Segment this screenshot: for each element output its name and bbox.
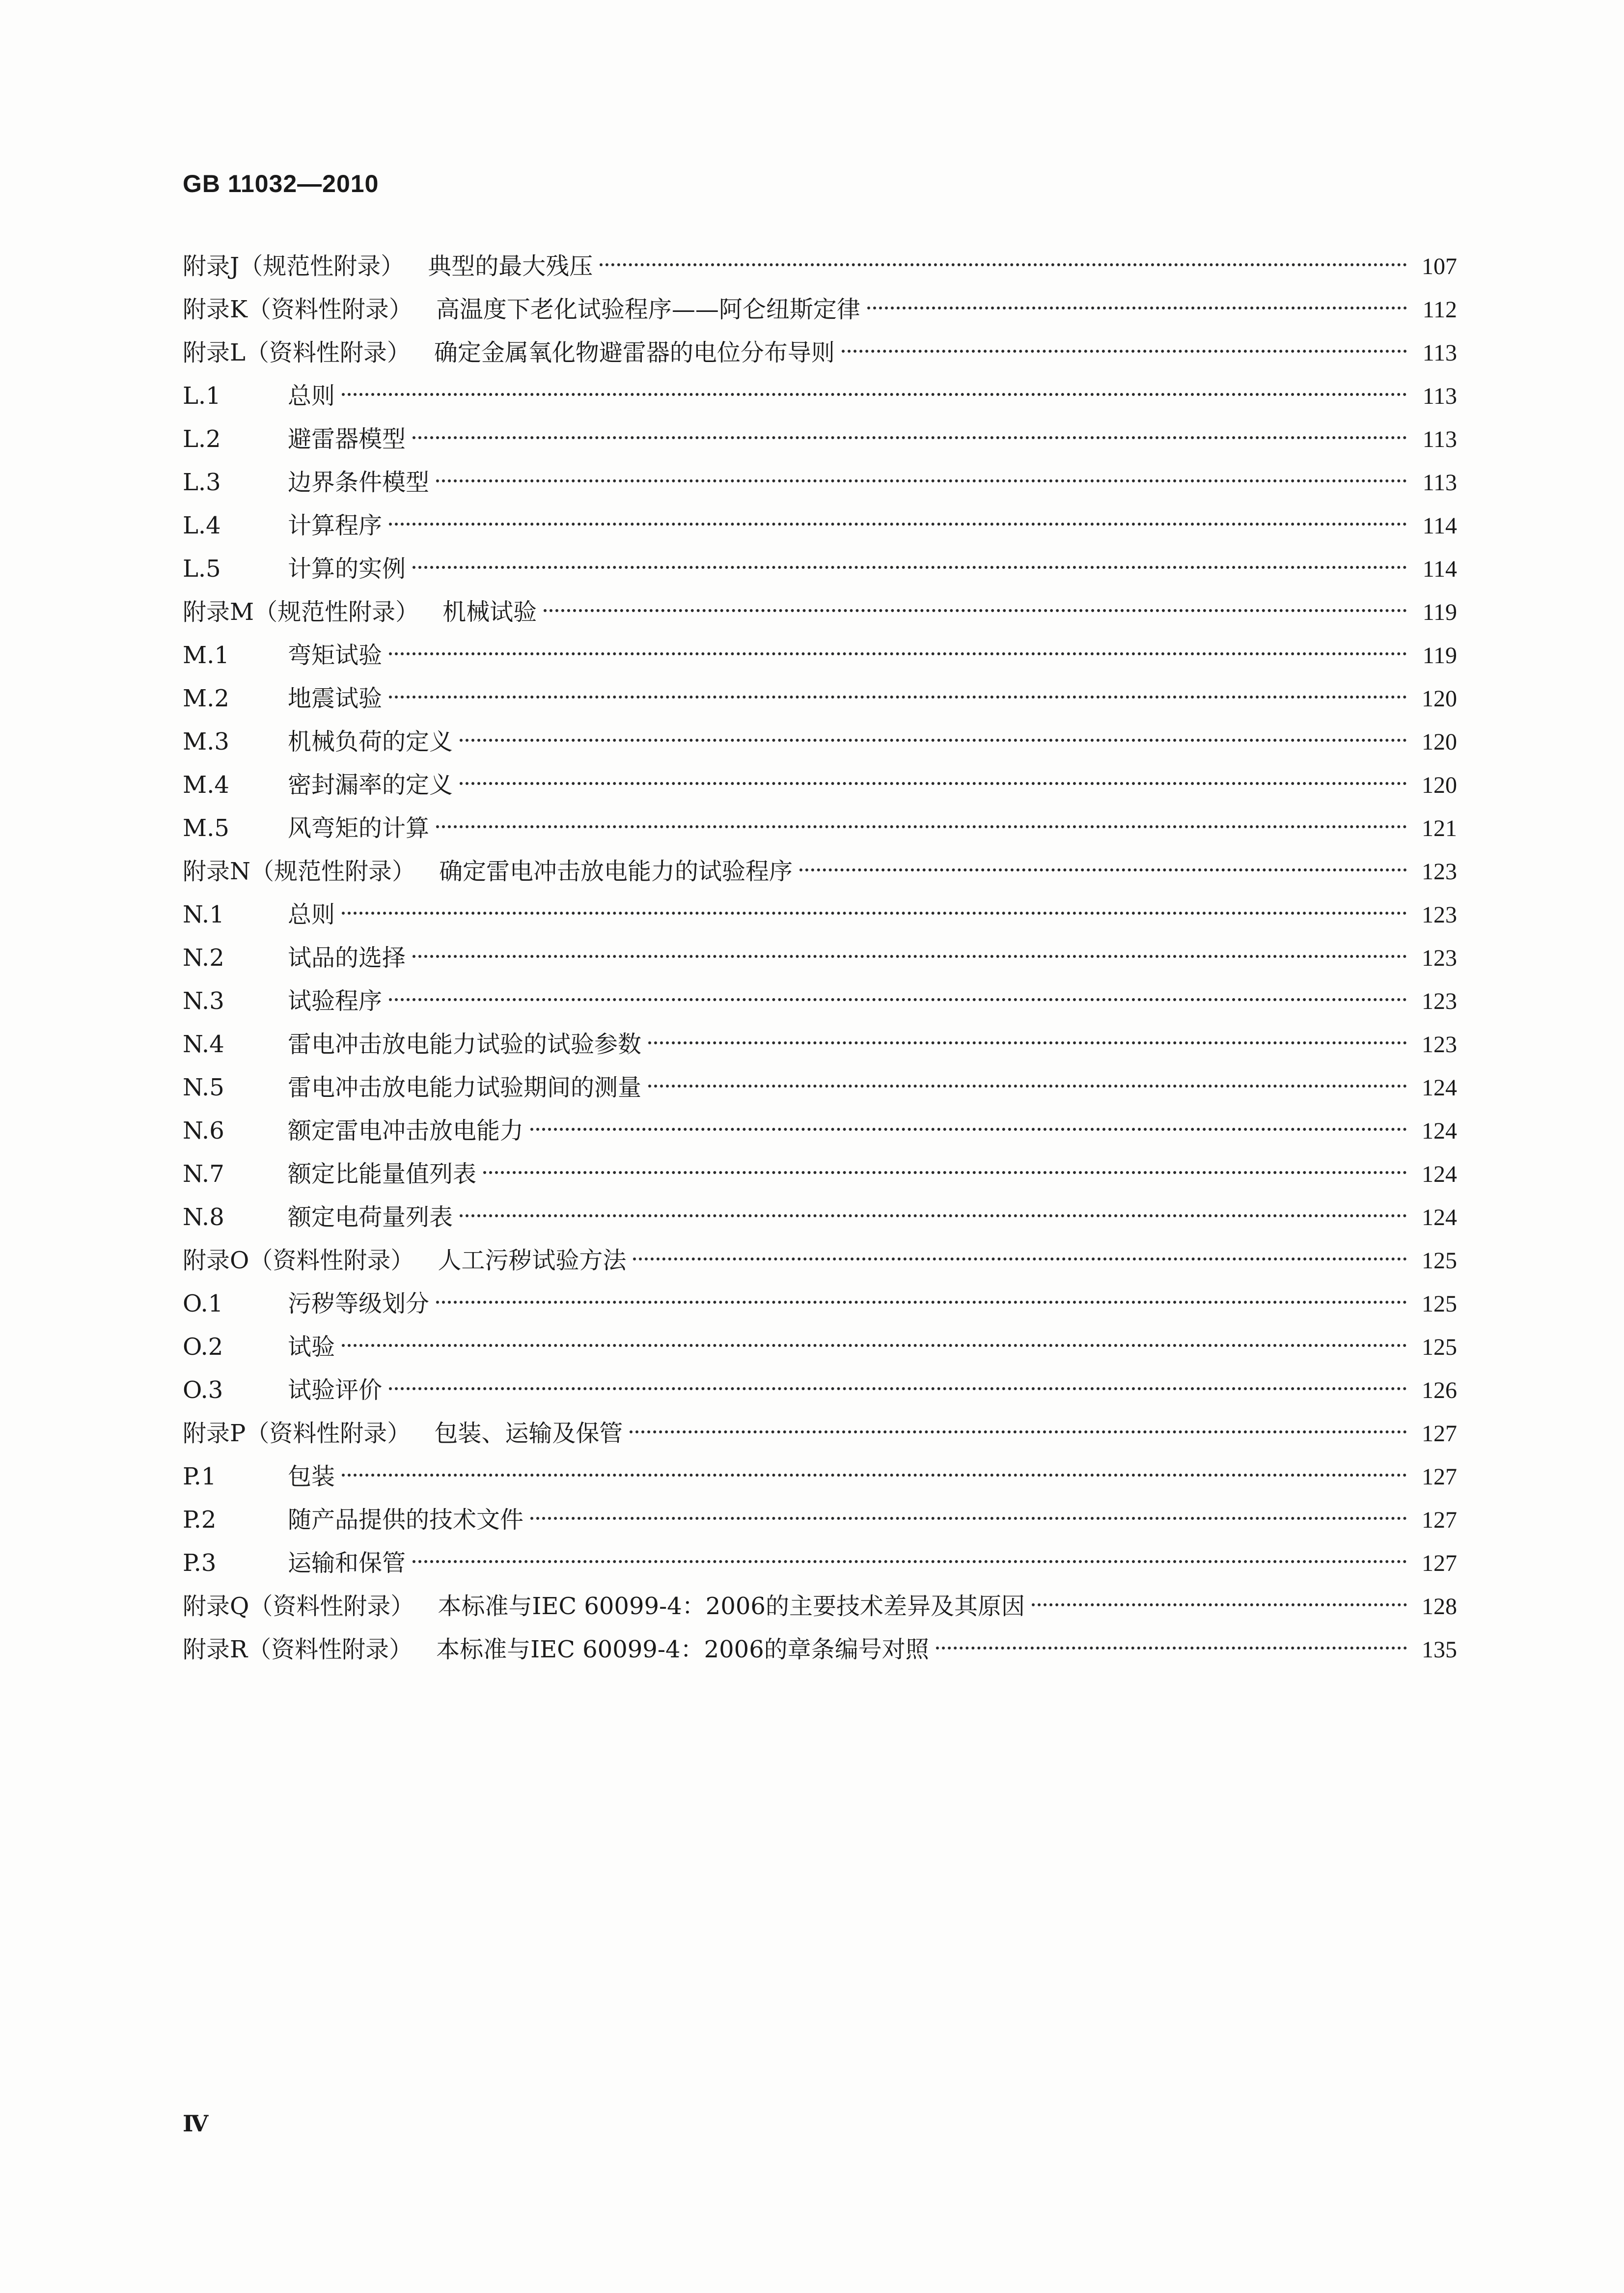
toc-entry-title: 雷电冲击放电能力试验的试验参数 xyxy=(288,1031,642,1058)
toc-entry-page-number: 125 xyxy=(1422,1291,1457,1317)
toc-dot-leader xyxy=(413,1560,1407,1563)
toc-dot-leader xyxy=(389,523,1407,526)
toc-dot-leader xyxy=(936,1647,1407,1650)
toc-entry-page-number: 124 xyxy=(1422,1075,1457,1101)
toc-entry-number: 附录M（规范性附录） xyxy=(183,598,419,626)
toc-entry-19[interactable] xyxy=(183,1023,1457,1066)
toc-dot-leader xyxy=(389,998,1407,1001)
toc-entry-number: M.2 xyxy=(183,685,229,712)
toc-dot-leader xyxy=(600,263,1407,266)
toc-entry-number: N.5 xyxy=(183,1074,224,1101)
toc-entry-page-number: 127 xyxy=(1422,1464,1457,1490)
toc-entry-title: 高温度下老化试验程序——阿仑纽斯定律 xyxy=(436,296,860,323)
toc-dot-leader xyxy=(1032,1603,1407,1606)
toc-entry-4[interactable] xyxy=(183,374,1457,418)
toc-entry-page-number: 120 xyxy=(1422,772,1457,798)
toc-entry-title: 额定雷电冲击放电能力 xyxy=(288,1117,524,1145)
toc-entry-23[interactable] xyxy=(183,1196,1457,1239)
toc-entry-13[interactable] xyxy=(183,763,1457,807)
toc-entry-title: 机械负荷的定义 xyxy=(288,728,453,755)
toc-entry-page-number: 128 xyxy=(1422,1594,1457,1620)
toc-entry-title: 试品的选择 xyxy=(288,944,406,972)
toc-entry-title: 机械试验 xyxy=(442,598,537,626)
toc-entry-page-number: 119 xyxy=(1422,599,1457,625)
toc-entry-title: 确定金属氧化物避雷器的电位分布导则 xyxy=(434,339,835,366)
toc-entry-page-number: 112 xyxy=(1422,297,1457,323)
toc-entry-number: L.5 xyxy=(183,555,221,583)
toc-entry-12[interactable] xyxy=(183,720,1457,763)
toc-entry-page-number: 120 xyxy=(1422,686,1457,712)
toc-entry-10[interactable] xyxy=(183,634,1457,677)
toc-entry-number: L.2 xyxy=(183,425,221,453)
toc-entry-page-number: 119 xyxy=(1422,643,1457,669)
toc-entry-number: M.4 xyxy=(183,771,229,799)
toc-entry-page-number: 123 xyxy=(1422,1032,1457,1058)
toc-dot-leader xyxy=(389,652,1407,655)
toc-entry-page-number: 113 xyxy=(1422,383,1457,409)
toc-entry-8[interactable] xyxy=(183,547,1457,590)
toc-dot-leader xyxy=(842,350,1407,353)
toc-entry-31[interactable] xyxy=(183,1541,1457,1585)
toc-entry-title: 边界条件模型 xyxy=(288,469,430,496)
toc-entry-3[interactable] xyxy=(183,331,1457,374)
toc-entry-9[interactable] xyxy=(183,590,1457,634)
toc-entry-title: 风弯矩的计算 xyxy=(288,814,430,842)
toc-entry-title: 本标准与IEC 60099-4：2006的章条编号对照 xyxy=(436,1636,929,1663)
toc-entry-page-number: 113 xyxy=(1422,340,1457,366)
toc-dot-leader xyxy=(483,1171,1407,1174)
toc-entry-title: 总则 xyxy=(288,901,335,928)
toc-entry-number: N.1 xyxy=(183,901,224,928)
toc-entry-page-number: 114 xyxy=(1422,513,1457,539)
page-folio: Ⅳ xyxy=(183,2111,209,2136)
toc-dot-leader xyxy=(544,609,1407,612)
toc-entry-30[interactable] xyxy=(183,1498,1457,1541)
toc-entry-title: 随产品提供的技术文件 xyxy=(288,1506,524,1534)
toc-entry-page-number: 127 xyxy=(1422,1507,1457,1533)
toc-entry-title: 本标准与IEC 60099-4：2006的主要技术差异及其原因 xyxy=(438,1593,1025,1620)
toc-entry-number: M.1 xyxy=(183,642,229,669)
toc-dot-leader xyxy=(530,1517,1407,1520)
toc-entry-27[interactable] xyxy=(183,1369,1457,1412)
toc-entry-26[interactable] xyxy=(183,1325,1457,1369)
toc-entry-18[interactable] xyxy=(183,979,1457,1023)
toc-entry-page-number: 113 xyxy=(1422,470,1457,496)
toc-dot-leader xyxy=(342,393,1407,396)
toc-entry-title: 计算的实例 xyxy=(288,555,406,583)
toc-dot-leader xyxy=(460,739,1407,742)
toc-entry-page-number: 125 xyxy=(1422,1248,1457,1274)
toc-entry-page-number: 121 xyxy=(1422,815,1457,841)
toc-entry-number: P.1 xyxy=(183,1463,217,1490)
toc-entry-page-number: 126 xyxy=(1422,1377,1457,1403)
toc-entry-11[interactable] xyxy=(183,677,1457,720)
toc-entry-title: 包装、运输及保管 xyxy=(434,1420,623,1447)
toc-entry-title: 计算程序 xyxy=(288,512,383,539)
toc-dot-leader xyxy=(530,1128,1407,1131)
toc-entry-number: N.2 xyxy=(183,944,224,972)
toc-entry-number: P.2 xyxy=(183,1506,217,1534)
toc-entry-page-number: 123 xyxy=(1422,988,1457,1014)
toc-entry-17[interactable] xyxy=(183,936,1457,979)
toc-entry-16[interactable] xyxy=(183,893,1457,936)
toc-entry-28[interactable] xyxy=(183,1412,1457,1455)
toc-entry-7[interactable] xyxy=(183,504,1457,547)
toc-entry-15[interactable] xyxy=(183,850,1457,893)
toc-entry-24[interactable] xyxy=(183,1239,1457,1282)
toc-entry-number: M.3 xyxy=(183,728,229,755)
toc-entry-number: O.1 xyxy=(183,1290,223,1317)
toc-entry-title: 典型的最大残压 xyxy=(428,252,593,280)
toc-dot-leader xyxy=(413,436,1407,439)
toc-dot-leader xyxy=(342,912,1407,915)
toc-dot-leader xyxy=(648,1041,1407,1044)
toc-entry-number: N.8 xyxy=(183,1203,224,1231)
toc-entry-title: 试验 xyxy=(288,1333,335,1361)
toc-entry-number: M.5 xyxy=(183,814,229,842)
toc-entry-number: 附录Q（资料性附录） xyxy=(183,1593,414,1620)
toc-entry-number: 附录J（规范性附录） xyxy=(183,252,405,280)
toc-entry-title: 密封漏率的定义 xyxy=(288,771,453,799)
toc-entry-number: L.3 xyxy=(183,469,221,496)
toc-entry-number: L.1 xyxy=(183,382,221,410)
toc-entry-title: 地震试验 xyxy=(288,685,383,712)
toc-entry-title: 污秽等级划分 xyxy=(288,1290,430,1317)
toc-dot-leader xyxy=(630,1430,1407,1433)
toc-dot-leader xyxy=(342,1474,1407,1477)
toc-dot-leader xyxy=(460,1214,1407,1217)
toc-entry-number: 附录O（资料性附录） xyxy=(183,1247,414,1274)
toc-entry-32[interactable] xyxy=(183,1585,1457,1628)
toc-entry-title: 雷电冲击放电能力试验期间的测量 xyxy=(288,1074,642,1101)
toc-entry-2[interactable] xyxy=(183,288,1457,331)
toc-entry-29[interactable] xyxy=(183,1455,1457,1498)
toc-entry-number: N.3 xyxy=(183,987,224,1015)
toc-dot-leader xyxy=(460,782,1407,785)
toc-entry-33[interactable] xyxy=(183,1628,1457,1671)
toc-entry-title: 总则 xyxy=(288,382,335,410)
toc-dot-leader xyxy=(436,479,1407,482)
toc-entry-title: 人工污秽试验方法 xyxy=(438,1247,627,1274)
standard-code-header: GB 11032—2010 xyxy=(183,170,379,197)
toc-entry-6[interactable] xyxy=(183,461,1457,504)
toc-entry-1[interactable] xyxy=(183,245,1457,288)
toc-entry-number: 附录L（资料性附录） xyxy=(183,339,411,366)
toc-dot-leader xyxy=(867,307,1407,309)
toc-entry-number: N.7 xyxy=(183,1160,224,1188)
toc-entry-page-number: 124 xyxy=(1422,1118,1457,1144)
toc-entry-page-number: 123 xyxy=(1422,902,1457,928)
toc-entry-title: 弯矩试验 xyxy=(288,642,383,669)
toc-entry-number: O.3 xyxy=(183,1376,223,1404)
toc-entry-page-number: 124 xyxy=(1422,1161,1457,1187)
toc-entry-number: 附录P（资料性附录） xyxy=(183,1420,411,1447)
toc-entry-page-number: 125 xyxy=(1422,1334,1457,1360)
toc-entry-page-number: 114 xyxy=(1422,556,1457,582)
toc-entry-page-number: 135 xyxy=(1422,1637,1457,1663)
toc-entry-page-number: 123 xyxy=(1422,945,1457,971)
toc-entry-title: 试验评价 xyxy=(288,1376,383,1404)
toc-entry-page-number: 123 xyxy=(1422,859,1457,885)
toc-entry-number: L.4 xyxy=(183,512,221,539)
toc-entry-page-number: 107 xyxy=(1422,253,1457,280)
toc-entry-title: 确定雷电冲击放电能力的试验程序 xyxy=(439,858,793,885)
toc-entry-page-number: 124 xyxy=(1422,1204,1457,1230)
toc-entry-title: 额定比能量值列表 xyxy=(288,1160,477,1188)
toc-entry-25[interactable] xyxy=(183,1282,1457,1325)
toc-entry-page-number: 113 xyxy=(1422,426,1457,452)
toc-dot-leader xyxy=(342,1344,1407,1347)
toc-entry-number: P.3 xyxy=(183,1549,217,1577)
toc-entry-number: 附录R（资料性附录） xyxy=(183,1636,413,1663)
toc-entry-number: O.2 xyxy=(183,1333,223,1361)
toc-entry-22[interactable] xyxy=(183,1152,1457,1196)
toc-entry-page-number: 120 xyxy=(1422,729,1457,755)
toc-dot-leader xyxy=(436,1301,1407,1304)
toc-entry-title: 避雷器模型 xyxy=(288,425,406,453)
toc-dot-leader xyxy=(413,566,1407,569)
table-of-contents xyxy=(183,245,1457,1671)
toc-dot-leader xyxy=(633,1258,1407,1260)
toc-entry-title: 运输和保管 xyxy=(288,1549,406,1577)
toc-entry-5[interactable] xyxy=(183,418,1457,461)
toc-entry-number: 附录N（规范性附录） xyxy=(183,858,416,885)
toc-entry-20[interactable] xyxy=(183,1066,1457,1109)
toc-dot-leader xyxy=(648,1085,1407,1088)
toc-entry-14[interactable] xyxy=(183,807,1457,850)
toc-dot-leader xyxy=(799,868,1407,871)
toc-entry-number: N.6 xyxy=(183,1117,224,1145)
toc-entry-page-number: 127 xyxy=(1422,1550,1457,1576)
toc-entry-page-number: 127 xyxy=(1422,1421,1457,1447)
toc-entry-title: 额定电荷量列表 xyxy=(288,1203,453,1231)
toc-entry-title: 试验程序 xyxy=(288,987,383,1015)
toc-dot-leader xyxy=(413,955,1407,958)
toc-dot-leader xyxy=(389,696,1407,699)
toc-entry-number: 附录K（资料性附录） xyxy=(183,296,413,323)
toc-dot-leader xyxy=(389,1387,1407,1390)
toc-entry-number: N.4 xyxy=(183,1031,224,1058)
toc-dot-leader xyxy=(436,825,1407,828)
toc-entry-21[interactable] xyxy=(183,1109,1457,1152)
toc-entry-title: 包装 xyxy=(288,1463,335,1490)
